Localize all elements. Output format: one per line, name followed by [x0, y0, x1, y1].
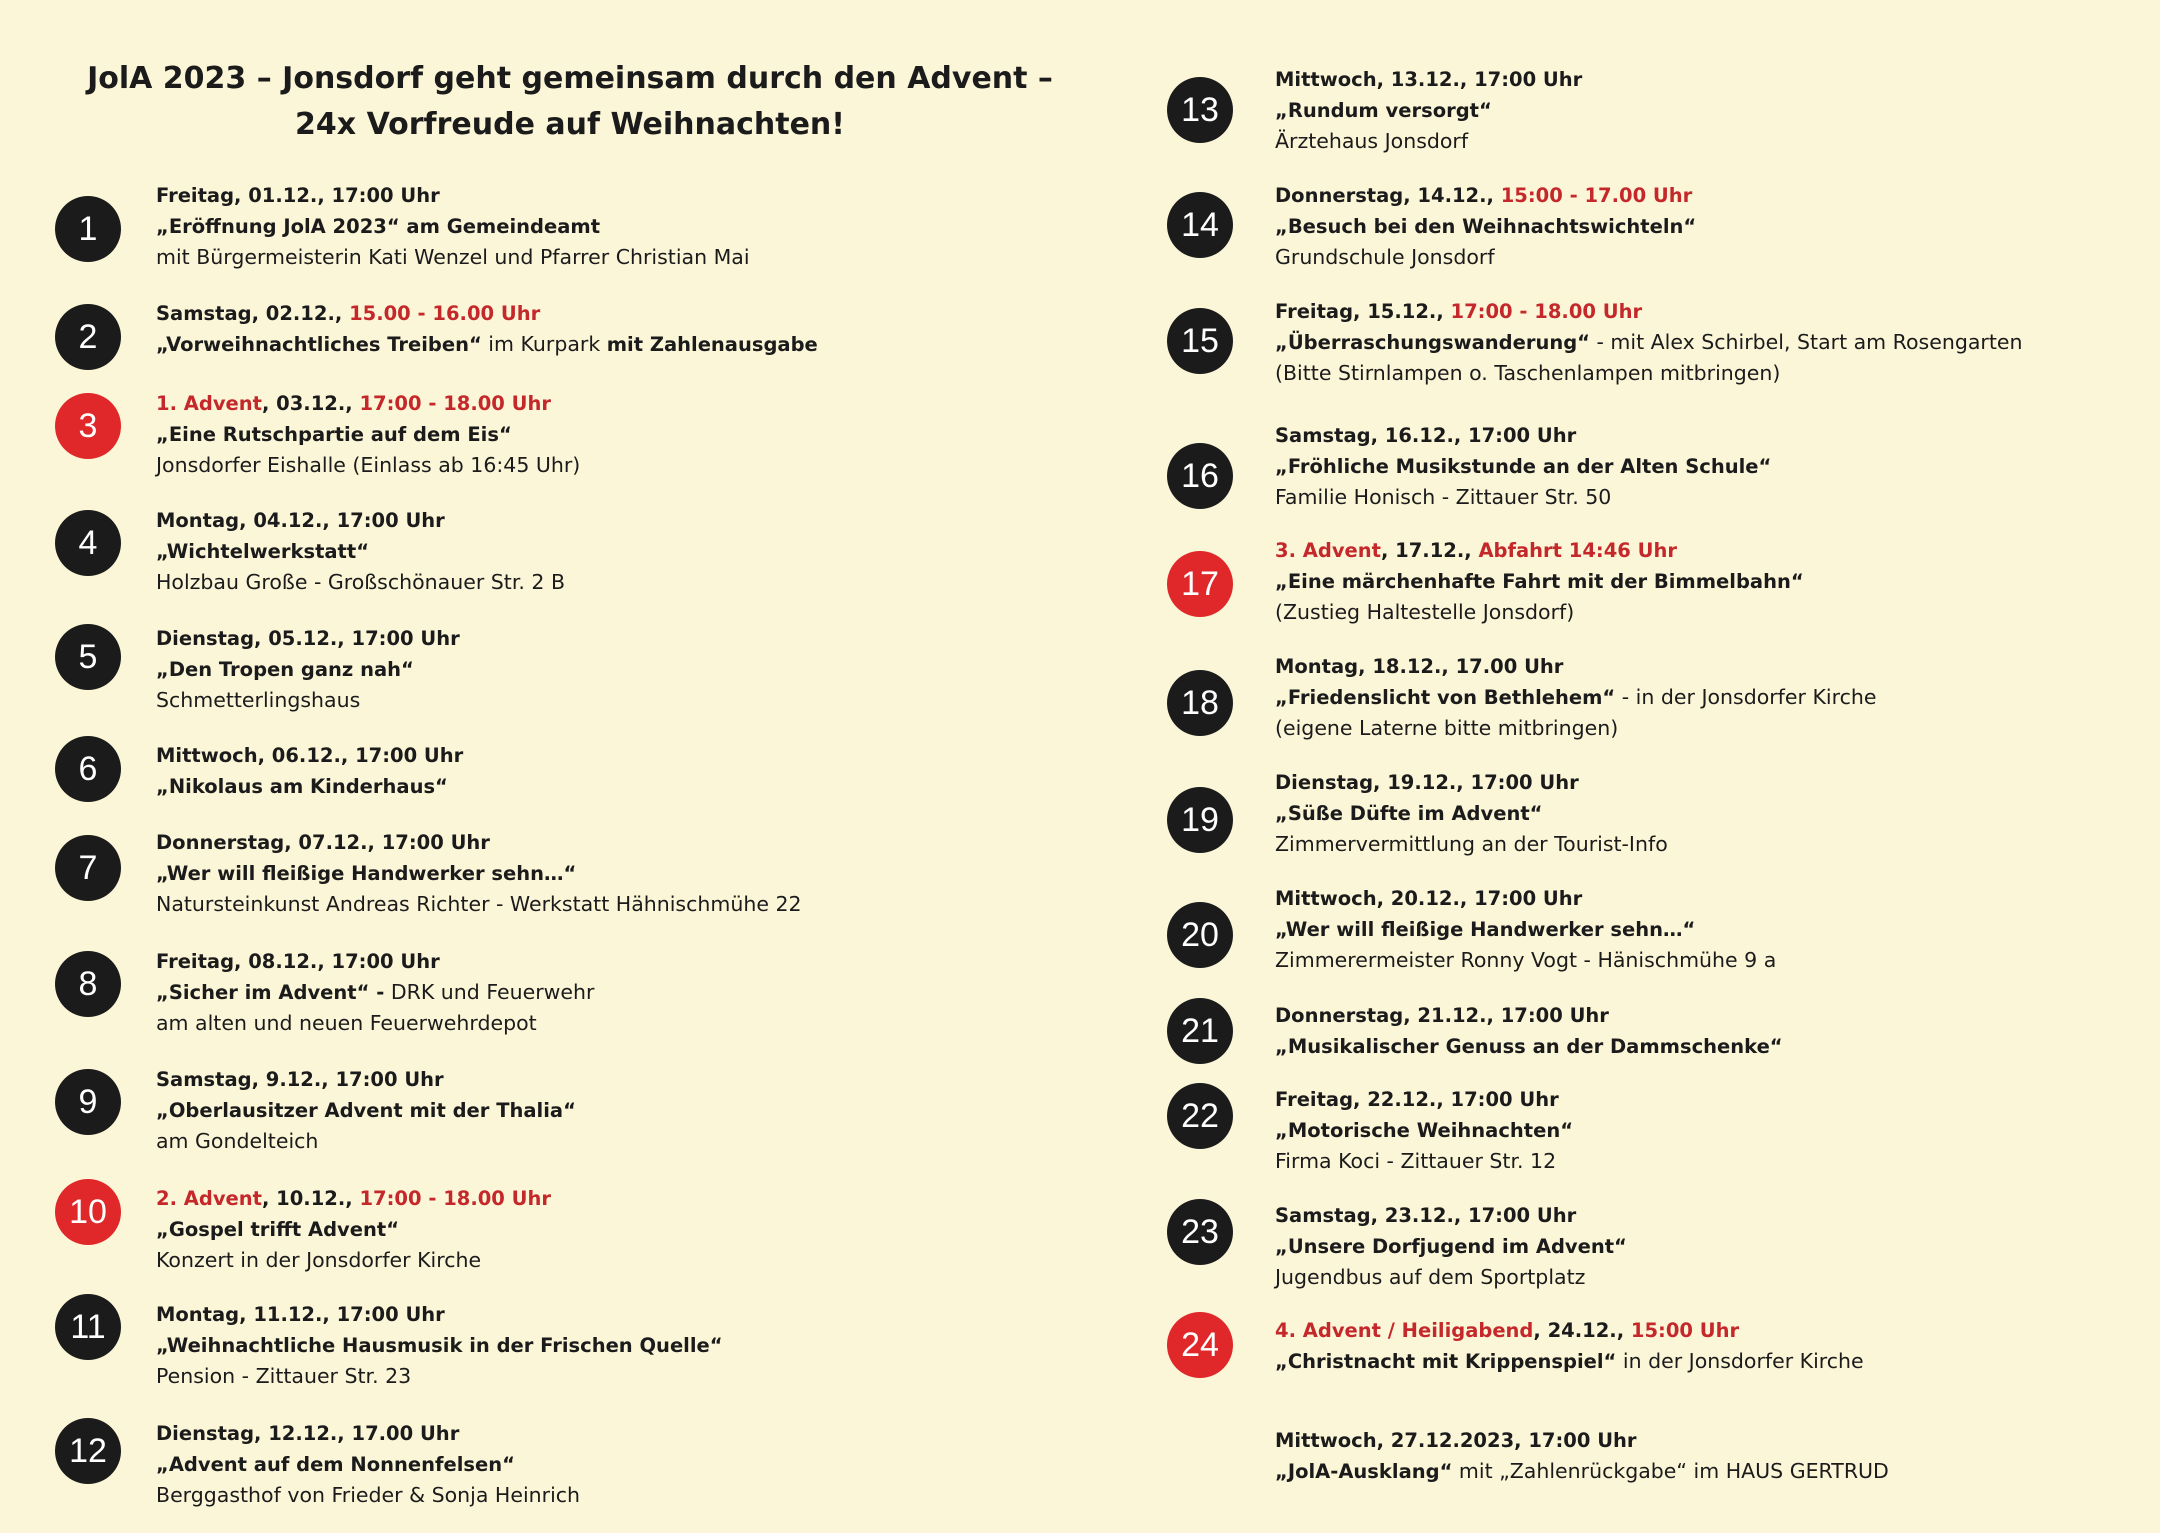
event-line: [1275, 1000, 2160, 1031]
event-line: [1275, 1346, 2160, 1377]
event-line: [1275, 883, 2160, 914]
bold-text: Montag, 11.12., 17:00 Uhr: [156, 1303, 445, 1326]
day-number-badge: 17: [1167, 551, 1233, 617]
highlight-text: 17:00 - 18.00 Uhr: [1450, 300, 1643, 323]
event-text: [156, 505, 1096, 598]
event-line: [1275, 211, 2160, 242]
event-text: [156, 1183, 1096, 1276]
event-line: [156, 1126, 1096, 1157]
event-line: [156, 242, 1096, 273]
event-line: [156, 889, 1096, 920]
event-line: [156, 1449, 1096, 1480]
day-number-badge: 5: [55, 624, 121, 690]
event-line: [156, 977, 1096, 1008]
event-line: [156, 740, 1096, 771]
event-line: [156, 1183, 1096, 1214]
bold-text: , 24.12.,: [1533, 1319, 1631, 1342]
bold-text: , 03.12.,: [261, 392, 360, 415]
event-line: [1275, 1200, 2160, 1231]
plain-text: Jonsdorfer Eishalle (Einlass ab 16:45 Uhr): [156, 453, 581, 477]
event-line: [1275, 713, 2160, 744]
bold-text: „Advent auf dem Nonnenfelsen“: [156, 1453, 515, 1476]
bold-text: Donnerstag, 21.12., 17:00 Uhr: [1275, 1004, 1609, 1027]
event-text: [1275, 651, 2160, 744]
bold-text: „Süße Düfte im Advent“: [1275, 802, 1543, 825]
event-text: [1275, 883, 2160, 976]
event-line: [156, 1064, 1096, 1095]
event-line: [1275, 327, 2160, 358]
event-text: [156, 298, 1096, 360]
event-line: [156, 1095, 1096, 1126]
event-line: [1275, 1231, 2160, 1262]
event-line: [156, 685, 1096, 716]
plain-text: Konzert in der Jonsdorfer Kirche: [156, 1248, 482, 1272]
plain-text: Schmetterlingshaus: [156, 688, 361, 712]
event-text: [156, 1299, 1096, 1392]
bold-text: , 17.12.,: [1380, 539, 1479, 562]
event-line: [156, 1330, 1096, 1361]
plain-text: in der Jonsdorfer Kirche: [1616, 1349, 1864, 1373]
event-text: [156, 180, 1096, 273]
highlight-text: 2. Advent: [156, 1187, 262, 1210]
plain-text: (eigene Laterne bitte mitbringen): [1275, 716, 1619, 740]
plain-text: Familie Honisch - Zittauer Str. 50: [1275, 485, 1612, 509]
highlight-text: Abfahrt 14:46 Uhr: [1478, 539, 1677, 562]
event-line: [156, 298, 1096, 329]
day-number-badge: 22: [1167, 1083, 1233, 1149]
bold-text: Freitag, 08.12., 17:00 Uhr: [156, 950, 440, 973]
event-line: [1275, 682, 2160, 713]
day-number-badge: 7: [55, 835, 121, 901]
bold-text: „Wer will fleißige Handwerker sehn…“: [156, 862, 577, 885]
bold-text: „Christnacht mit Krippenspiel“: [1275, 1350, 1617, 1373]
plain-text: Jugendbus auf dem Sportplatz: [1275, 1265, 1586, 1289]
event-line: [156, 1361, 1096, 1392]
day-number-badge: 23: [1167, 1199, 1233, 1265]
event-line: [156, 180, 1096, 211]
event-line: [1275, 358, 2160, 389]
event-line: [1275, 535, 2160, 566]
day-number-badge: 6: [55, 736, 121, 802]
event-line: [1275, 482, 2160, 513]
event-line: [156, 388, 1096, 419]
bold-text: Donnerstag, 07.12., 17:00 Uhr: [156, 831, 490, 854]
bold-text: Dienstag, 05.12., 17:00 Uhr: [156, 627, 460, 650]
bold-text: „Sicher im Advent“ -: [156, 981, 385, 1004]
event-line: [156, 329, 1096, 360]
title-line-2: 24x Vorfreude auf Weihnachten!: [295, 107, 845, 142]
event-text: [156, 623, 1096, 716]
day-number-badge: 14: [1167, 192, 1233, 258]
plain-text: Natursteinkunst Andreas Richter - Werkstatt Hähnischmühe 22: [156, 892, 802, 916]
plain-text: im Kurpark: [481, 332, 607, 356]
plain-text: - in der Jonsdorfer Kirche: [1615, 685, 1877, 709]
event-line: [1275, 451, 2160, 482]
event-text: [156, 740, 1096, 802]
event-line: [1275, 95, 2160, 126]
event-text: [1275, 535, 2160, 628]
event-line: [1275, 296, 2160, 327]
event-line: [1275, 597, 2160, 628]
bold-text: „Wer will fleißige Handwerker sehn…“: [1275, 918, 1696, 941]
event-line: [156, 1480, 1096, 1511]
event-line: [1275, 180, 2160, 211]
event-line: [156, 1008, 1096, 1039]
bold-text: Dienstag, 12.12., 17.00 Uhr: [156, 1422, 460, 1445]
event-text: [1275, 1425, 2160, 1487]
event-text: [156, 827, 1096, 920]
bold-text: Mittwoch, 06.12., 17:00 Uhr: [156, 744, 464, 767]
title-line-1: JolA 2023 – Jonsdorf geht gemeinsam durch den Advent –: [87, 61, 1053, 96]
event-line: [1275, 1262, 2160, 1293]
day-number-badge: 4: [55, 510, 121, 576]
event-line: [1275, 914, 2160, 945]
event-text: [1275, 1084, 2160, 1177]
event-line: [1275, 1456, 2160, 1487]
day-number-badge: 21: [1167, 998, 1233, 1064]
plain-text: Pension - Zittauer Str. 23: [156, 1364, 412, 1388]
event-line: [1275, 1315, 2160, 1346]
event-text: [1275, 180, 2160, 273]
event-line: [1275, 945, 2160, 976]
highlight-text: 15.00 - 16.00 Uhr: [349, 302, 541, 325]
event-line: [1275, 1031, 2160, 1062]
bold-text: „Eine märchenhafte Fahrt mit der Bimmelbahn“: [1275, 570, 1804, 593]
event-line: [1275, 1146, 2160, 1177]
day-number-badge: 18: [1167, 670, 1233, 736]
event-line: [156, 536, 1096, 567]
highlight-text: 15:00 Uhr: [1630, 1319, 1740, 1342]
bold-text: „Eine Rutschpartie auf dem Eis“: [156, 423, 512, 446]
bold-text: Montag, 18.12., 17.00 Uhr: [1275, 655, 1564, 678]
event-text: [1275, 767, 2160, 860]
event-line: [156, 771, 1096, 802]
event-line: [156, 450, 1096, 481]
bold-text: „Fröhliche Musikstunde an der Alten Schule“: [1275, 455, 1772, 478]
event-line: [156, 858, 1096, 889]
event-line: [156, 211, 1096, 242]
bold-text: Donnerstag, 14.12.,: [1275, 184, 1501, 207]
page-title: [40, 56, 1100, 148]
event-line: [156, 1418, 1096, 1449]
bold-text: Dienstag, 19.12., 17:00 Uhr: [1275, 771, 1579, 794]
event-line: [156, 505, 1096, 536]
highlight-text: 4. Advent / Heiligabend: [1275, 1319, 1534, 1342]
bold-text: „Eröffnung JolA 2023“ am Gemeindeamt: [156, 215, 601, 238]
plain-text: mit „Zahlenrückgabe“ im HAUS GERTRUD: [1452, 1459, 1889, 1483]
bold-text: „Überraschungswanderung“: [1275, 331, 1590, 354]
event-text: [156, 1418, 1096, 1511]
event-text: [156, 946, 1096, 1039]
highlight-text: 17:00 - 18.00 Uhr: [359, 392, 551, 415]
event-line: [156, 1214, 1096, 1245]
bold-text: „Weihnachtliche Hausmusik in der Frischen Quelle“: [156, 1334, 723, 1357]
bold-text: Freitag, 22.12., 17:00 Uhr: [1275, 1088, 1559, 1111]
bold-text: „Wichtelwerkstatt“: [156, 540, 370, 563]
bold-text: Samstag, 02.12.,: [156, 302, 350, 325]
day-number-badge: 13: [1167, 77, 1233, 143]
event-text: [1275, 1000, 2160, 1062]
day-number-badge: 10: [55, 1179, 121, 1245]
day-number-badge: 24: [1167, 1312, 1233, 1378]
event-text: [1275, 64, 2160, 157]
bold-text: „Nikolaus am Kinderhaus“: [156, 775, 448, 798]
day-number-badge: 16: [1167, 443, 1233, 509]
event-text: [1275, 1315, 2160, 1377]
bold-text: „Friedenslicht von Bethlehem“: [1275, 686, 1616, 709]
plain-text: DRK und Feuerwehr: [384, 980, 595, 1004]
event-line: [1275, 1115, 2160, 1146]
day-number-badge: 9: [55, 1069, 121, 1135]
bold-text: „Den Tropen ganz nah“: [156, 658, 414, 681]
event-text: [1275, 1200, 2160, 1293]
event-line: [1275, 126, 2160, 157]
event-line: [1275, 1425, 2160, 1456]
plain-text: (Bitte Stirnlampen o. Taschenlampen mitbringen): [1275, 361, 1781, 385]
bold-text: Mittwoch, 13.12., 17:00 Uhr: [1275, 68, 1583, 91]
event-line: [156, 567, 1096, 598]
bold-text: „Vorweihnachtliches Treiben“: [156, 333, 482, 356]
highlight-text: 15:00 - 17.00 Uhr: [1500, 184, 1693, 207]
plain-text: Zimmervermittlung an der Tourist-Info: [1275, 832, 1668, 856]
bold-text: „Rundum versorgt“: [1275, 99, 1492, 122]
plain-text: - mit Alex Schirbel, Start am Rosengarten: [1590, 330, 2023, 354]
bold-text: Mittwoch, 20.12., 17:00 Uhr: [1275, 887, 1583, 910]
plain-text: Holzbau Große - Großschönauer Str. 2 B: [156, 570, 566, 594]
plain-text: Grundschule Jonsdorf: [1275, 245, 1495, 269]
day-number-badge: 3: [55, 393, 121, 459]
event-line: [156, 623, 1096, 654]
bold-text: „Unsere Dorfjugend im Advent“: [1275, 1235, 1627, 1258]
bold-text: Freitag, 15.12.,: [1275, 300, 1451, 323]
bold-text: „Besuch bei den Weihnachtswichteln“: [1275, 215, 1697, 238]
highlight-text: 17:00 - 18.00 Uhr: [359, 1187, 551, 1210]
event-line: [156, 419, 1096, 450]
plain-text: Firma Koci - Zittauer Str. 12: [1275, 1149, 1557, 1173]
bold-text: „JolA-Ausklang“: [1275, 1460, 1453, 1483]
event-line: [1275, 767, 2160, 798]
plain-text: (Zustieg Haltestelle Jonsdorf): [1275, 600, 1575, 624]
bold-text: „Oberlausitzer Advent mit der Thalia“: [156, 1099, 576, 1122]
event-text: [156, 1064, 1096, 1157]
event-line: [1275, 829, 2160, 860]
event-text: [156, 388, 1096, 481]
bold-text: Samstag, 9.12., 17:00 Uhr: [156, 1068, 444, 1091]
bold-text: Samstag, 16.12., 17:00 Uhr: [1275, 424, 1577, 447]
bold-text: Montag, 04.12., 17:00 Uhr: [156, 509, 445, 532]
day-number-badge: 20: [1167, 902, 1233, 968]
event-line: [1275, 798, 2160, 829]
event-line: [1275, 64, 2160, 95]
event-line: [1275, 566, 2160, 597]
bold-text: Freitag, 01.12., 17:00 Uhr: [156, 184, 440, 207]
event-line: [156, 946, 1096, 977]
event-line: [1275, 242, 2160, 273]
plain-text: am Gondelteich: [156, 1129, 319, 1153]
day-number-badge: 1: [55, 196, 121, 262]
day-number-badge: 2: [55, 304, 121, 370]
day-number-badge: 15: [1167, 308, 1233, 374]
day-number-badge: 11: [55, 1294, 121, 1360]
plain-text: Berggasthof von Frieder & Sonja Heinrich: [156, 1483, 581, 1507]
highlight-text: 3. Advent: [1275, 539, 1381, 562]
event-line: [1275, 651, 2160, 682]
plain-text: am alten und neuen Feuerwehrdepot: [156, 1011, 537, 1035]
bold-text: „Musikalischer Genuss an der Dammschenke“: [1275, 1035, 1783, 1058]
event-line: [1275, 420, 2160, 451]
day-number-badge: 8: [55, 951, 121, 1017]
event-line: [156, 827, 1096, 858]
day-number-badge: 19: [1167, 787, 1233, 853]
bold-text: , 10.12.,: [261, 1187, 360, 1210]
plain-text: Ärztehaus Jonsdorf: [1275, 129, 1469, 153]
bold-text: „Motorische Weihnachten“: [1275, 1119, 1574, 1142]
event-line: [156, 1299, 1096, 1330]
event-line: [156, 1245, 1096, 1276]
bold-text: Mittwoch, 27.12.2023, 17:00 Uhr: [1275, 1429, 1637, 1452]
highlight-text: 1. Advent: [156, 392, 262, 415]
bold-text: Samstag, 23.12., 17:00 Uhr: [1275, 1204, 1577, 1227]
event-text: [1275, 420, 2160, 513]
event-line: [156, 654, 1096, 685]
bold-text: mit Zahlenausgabe: [606, 333, 818, 356]
bold-text: „Gospel trifft Advent“: [156, 1218, 400, 1241]
day-number-badge: 12: [55, 1418, 121, 1484]
event-line: [1275, 1084, 2160, 1115]
plain-text: mit Bürgermeisterin Kati Wenzel und Pfarrer Christian Mai: [156, 245, 750, 269]
event-text: [1275, 296, 2160, 389]
plain-text: Zimmerermeister Ronny Vogt - Hänischmühe 9 a: [1275, 948, 1777, 972]
